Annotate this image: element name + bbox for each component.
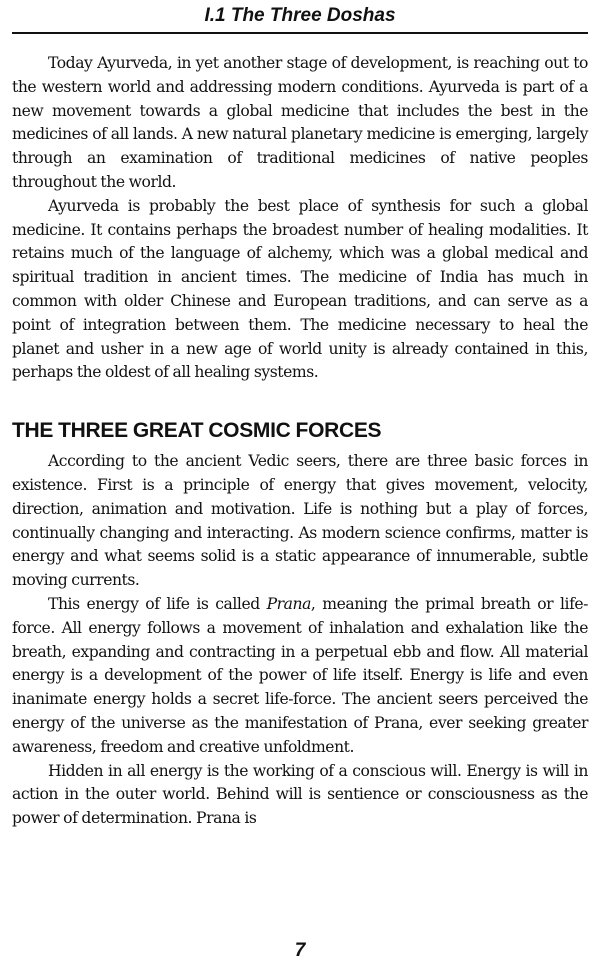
paragraph-section-3: Hidden in all energy is the working of a conscious will. Energy is will in action in the outer world. Behind will is sentience or consciousness as the power of determination. Prana is	[12, 761, 588, 828]
paragraph-intro-1: Today Ayurveda, in yet another stage of development, is reaching out to the western world and addressing modern conditions. Ayurveda is part of a new movement towards a global medicine that includes the best in the medicines of all lands. A new natural planetary medicine is emerging, largely through an examination of traditional medicines of native peoples throughout the world.	[12, 54, 588, 191]
body-text	[12, 52, 588, 831]
running-head-title: I.1 The Three Doshas	[204, 5, 396, 26]
paragraph-section-2	[12, 593, 588, 760]
section-heading: THE THREE GREAT COSMIC FORCES	[12, 419, 382, 443]
paragraph-section-2-lead: This energy of life is called	[48, 594, 267, 613]
page-number: 7	[294, 940, 306, 961]
header-rule	[12, 32, 588, 34]
paragraph-section-1: According to the ancient Vedic seers, there are three basic forces in existence. First is a principle of energy that gives movement, velocity, direction, animation and motivation. Life is nothing but a play of forces, continually changing and interacting. As modern science confirms, matter is energy and what seems solid is a static appearance of innumerable, subtle moving currents.	[12, 452, 588, 590]
paragraph-intro-2: Ayurveda is probably the best place of synthesis for such a global medicine. It contains perhaps the broadest number of healing modalities. It retains much of the language of alchemy, which was a global medical and spiritual tradition in ancient times. The medicine of India has much in common with older Chinese and European traditions, and can serve as a point of integration between them. The medicine necessary to heal the planet and usher in a new age of world unity is already contained in this, perhaps the oldest of all healing systems.	[12, 196, 588, 382]
paragraph-section-2-rest: , meaning the primal breath or life-force. All energy follows a movement of inhalation and exhalation like the breath, expanding and contracting in a perpetual ebb and flow. All material energy is a development of the power of life itself. Energy is life and even inanimate energy holds a secret life-force. The ancient seers perceived the energy of the universe as the manifestation of Prana, ever seeking greater awareness, freedom and creative unfoldment.	[12, 594, 588, 756]
book-page	[12, 0, 588, 971]
term-prana: Prana	[266, 594, 311, 613]
